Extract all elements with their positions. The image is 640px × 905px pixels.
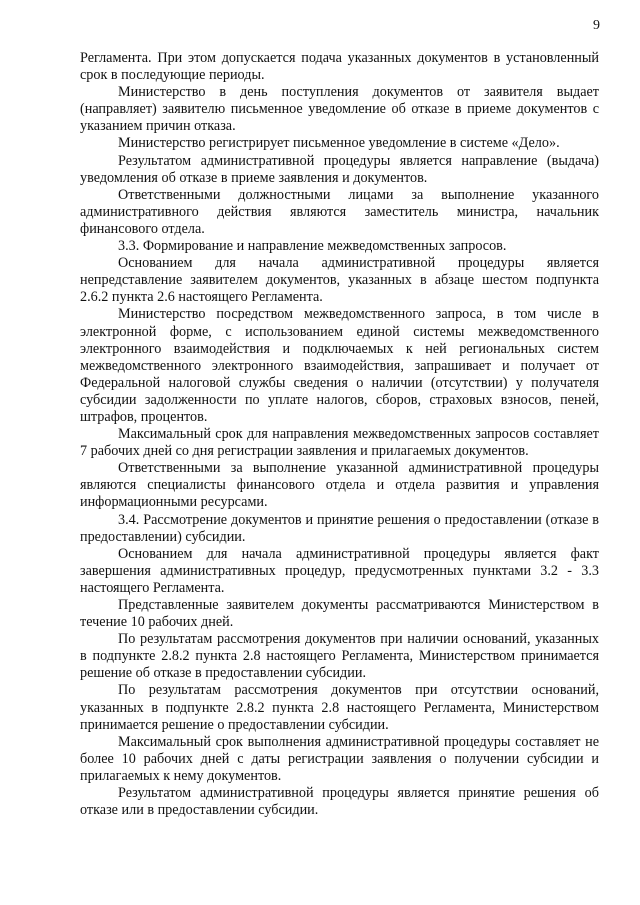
paragraph: Министерство регистрирует письменное уведомление в системе «Дело». [118,135,560,152]
paragraph: Результатом административной процедуры является принятие решения об отказе или в предоставлении субсидии. [80,785,599,819]
paragraph: Результатом административной процедуры является направление (выдача) уведомления об отказе в приеме заявления и документов. [80,152,599,186]
paragraph: Министерство в день поступления документов от заявителя выдает (направляет) заявителю письменное уведомление об отказе в приеме документов с указанием причин отказа. [80,84,599,135]
document-body [80,50,599,819]
paragraph: Максимальный срок для направления межведомственных запросов составляет 7 рабочих дней со дня регистрации заявления и прилагаемых документов. [80,426,599,460]
paragraph: Основанием для начала административной процедуры является факт завершения административных процедур, предусмотренных пунктами 3.2 - 3.3 настоящего Регламента. [80,545,599,596]
paragraph: Представленные заявителем документы рассматриваются Министерством в течение 10 рабочих дней. [80,597,599,631]
paragraph: По результатам рассмотрения документов при отсутствии оснований, указанных в подпункте 2.8.2 пункта 2.8 настоящего Регламента, Министерством принимается решение о предоставлении субсидии. [80,682,599,733]
page-number: 9 [593,18,600,33]
paragraph: Ответственными за выполнение указанной административной процедуры являются специалисты финансового отдела и отдела развития и управления информационными ресурсами. [80,460,599,511]
paragraph: Основанием для начала административной процедуры является непредставление заявителем документов, указанных в абзаце шестом подпункта 2.6.2 пункта 2.6 настоящего Регламента. [80,255,599,306]
paragraph: Министерство посредством межведомственного запроса, в том числе в электронной форме, с использованием единой системы межведомственного электронного взаимодействия и подключаемых к ней региональных систем межведомственного электронного взаимодействия, запрашивает и получает от Федеральной налоговой службы сведения о наличии (отсутствии) у получателя субсидии задолженности по уплате налогов, сборов, страховых взносов, пеней, штрафов, процентов. [80,306,599,425]
paragraph: Ответственными должностными лицами за выполнение указанного административного действия являются заместитель министра, начальник финансового отдела. [80,186,599,237]
paragraph: Максимальный срок выполнения административной процедуры составляет не более 10 рабочих дней с даты регистрации заявления о получении субсидии и прилагаемых к нему документов. [80,733,599,784]
paragraph-continuation: Регламента. При этом допускается подача указанных документов в установленный срок в последующие периоды. [80,50,599,84]
section-heading-3-4: 3.4. Рассмотрение документов и принятие решения о предоставлении (отказе в предоставлении) субсидии. [80,511,599,545]
paragraph: По результатам рассмотрения документов при наличии оснований, указанных в подпункте 2.8.2 пункта 2.8 настоящего Регламента, Министерством принимается решение об отказе в предоставлении субсидии. [80,631,599,682]
section-heading-3-3: 3.3. Формирование и направление межведомственных запросов. [118,238,507,255]
